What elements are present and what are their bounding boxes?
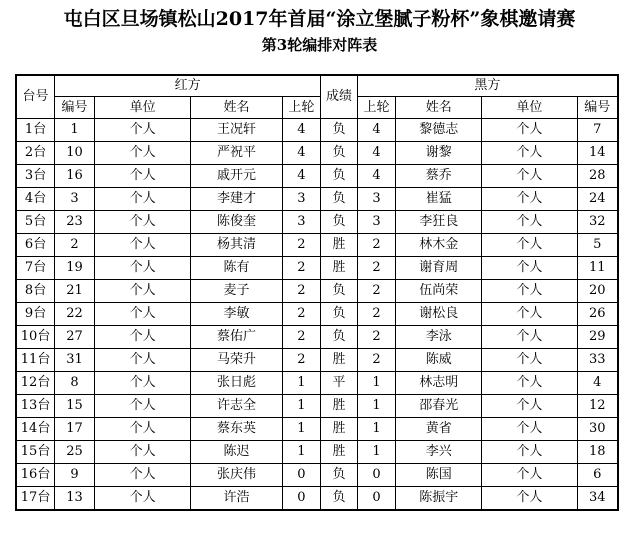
row-table-number: 16台 <box>16 464 55 487</box>
row-red-unit: 个人 <box>94 165 191 188</box>
black-unit-header: 单位 <box>482 97 577 119</box>
row-black-number: 14 <box>577 142 618 165</box>
row-black-unit: 个人 <box>482 441 577 464</box>
row-table-number: 14台 <box>16 418 55 441</box>
table-row <box>16 211 618 234</box>
table-row <box>16 303 618 326</box>
row-black-unit: 个人 <box>482 349 577 372</box>
row-red-number: 3 <box>55 188 95 211</box>
row-black-prev: 3 <box>357 188 396 211</box>
red-number-header: 编号 <box>55 97 95 119</box>
row-table-number: 4台 <box>16 188 55 211</box>
row-black-prev: 1 <box>357 372 396 395</box>
row-red-number: 19 <box>55 257 95 280</box>
row-black-number: 26 <box>577 303 618 326</box>
row-result: 胜 <box>321 234 357 257</box>
row-red-number: 1 <box>55 119 95 142</box>
row-black-unit: 个人 <box>482 188 577 211</box>
row-red-unit: 个人 <box>94 464 191 487</box>
row-red-name: 许志全 <box>191 395 282 418</box>
row-red-prev: 2 <box>282 303 321 326</box>
row-red-name: 张日彪 <box>191 372 282 395</box>
row-black-name: 陈威 <box>396 349 482 372</box>
row-result: 负 <box>321 487 357 511</box>
row-black-number: 24 <box>577 188 618 211</box>
row-red-number: 27 <box>55 326 95 349</box>
row-black-prev: 1 <box>357 441 396 464</box>
row-black-number: 7 <box>577 119 618 142</box>
row-red-number: 17 <box>55 418 95 441</box>
row-red-number: 13 <box>55 487 95 511</box>
black-name-header: 姓名 <box>396 97 482 119</box>
row-black-name: 蔡乔 <box>396 165 482 188</box>
row-black-name: 陈国 <box>396 464 482 487</box>
row-red-unit: 个人 <box>94 372 191 395</box>
row-red-number: 10 <box>55 142 95 165</box>
row-black-prev: 1 <box>357 395 396 418</box>
row-red-name: 戚开元 <box>191 165 282 188</box>
row-black-unit: 个人 <box>482 257 577 280</box>
row-red-number: 8 <box>55 372 95 395</box>
row-red-name: 蔡东英 <box>191 418 282 441</box>
row-red-name: 麦子 <box>191 280 282 303</box>
table-header-column-row <box>16 97 618 119</box>
black-side-header: 黑方 <box>357 75 618 97</box>
row-red-number: 21 <box>55 280 95 303</box>
row-red-name: 陈有 <box>191 257 282 280</box>
row-result: 负 <box>321 119 357 142</box>
row-result: 负 <box>321 165 357 188</box>
row-black-number: 4 <box>577 372 618 395</box>
pairings-table-body <box>16 119 618 511</box>
row-black-name: 林志明 <box>396 372 482 395</box>
red-prev-header: 上轮 <box>282 97 321 119</box>
row-black-prev: 2 <box>357 303 396 326</box>
row-black-prev: 4 <box>357 165 396 188</box>
table-row <box>16 441 618 464</box>
row-black-number: 30 <box>577 418 618 441</box>
row-red-prev: 2 <box>282 326 321 349</box>
row-black-name: 黎德志 <box>396 119 482 142</box>
row-black-prev: 3 <box>357 211 396 234</box>
table-row <box>16 142 618 165</box>
table-row <box>16 464 618 487</box>
row-result: 负 <box>321 326 357 349</box>
row-red-name: 马荣升 <box>191 349 282 372</box>
table-row <box>16 395 618 418</box>
row-black-number: 5 <box>577 234 618 257</box>
row-black-prev: 2 <box>357 326 396 349</box>
row-black-number: 18 <box>577 441 618 464</box>
row-result: 平 <box>321 372 357 395</box>
row-black-prev: 2 <box>357 257 396 280</box>
row-black-prev: 1 <box>357 418 396 441</box>
table-row <box>16 372 618 395</box>
row-table-number: 3台 <box>16 165 55 188</box>
row-black-name: 崔猛 <box>396 188 482 211</box>
table-row <box>16 257 618 280</box>
row-black-unit: 个人 <box>482 418 577 441</box>
row-black-number: 12 <box>577 395 618 418</box>
row-table-number: 11台 <box>16 349 55 372</box>
row-black-unit: 个人 <box>482 280 577 303</box>
row-result: 胜 <box>321 349 357 372</box>
row-red-name: 陈迟 <box>191 441 282 464</box>
row-black-number: 6 <box>577 464 618 487</box>
row-red-prev: 4 <box>282 142 321 165</box>
row-red-prev: 3 <box>282 211 321 234</box>
row-red-unit: 个人 <box>94 119 191 142</box>
row-black-name: 陈振宇 <box>396 487 482 511</box>
row-black-prev: 2 <box>357 234 396 257</box>
row-result: 负 <box>321 303 357 326</box>
row-table-number: 7台 <box>16 257 55 280</box>
table-row <box>16 349 618 372</box>
row-result: 负 <box>321 188 357 211</box>
row-black-number: 34 <box>577 487 618 511</box>
row-black-unit: 个人 <box>482 487 577 511</box>
row-result: 负 <box>321 464 357 487</box>
row-black-number: 11 <box>577 257 618 280</box>
table-row <box>16 418 618 441</box>
row-red-number: 23 <box>55 211 95 234</box>
row-black-name: 谢育周 <box>396 257 482 280</box>
row-red-number: 2 <box>55 234 95 257</box>
row-result: 胜 <box>321 257 357 280</box>
black-prev-header: 上轮 <box>357 97 396 119</box>
row-red-name: 陈俊奎 <box>191 211 282 234</box>
row-table-number: 2台 <box>16 142 55 165</box>
row-black-name: 谢松良 <box>396 303 482 326</box>
row-black-prev: 2 <box>357 280 396 303</box>
row-red-prev: 1 <box>282 418 321 441</box>
row-red-name: 杨其清 <box>191 234 282 257</box>
row-red-prev: 1 <box>282 441 321 464</box>
row-red-number: 31 <box>55 349 95 372</box>
row-black-prev: 0 <box>357 464 396 487</box>
row-table-number: 12台 <box>16 372 55 395</box>
row-result: 胜 <box>321 418 357 441</box>
red-side-header: 红方 <box>55 75 321 97</box>
row-black-unit: 个人 <box>482 234 577 257</box>
row-black-name: 李狂良 <box>396 211 482 234</box>
row-red-prev: 1 <box>282 395 321 418</box>
row-red-name: 李建才 <box>191 188 282 211</box>
document-subtitle: 第3轮编排对阵表 <box>261 36 378 54</box>
row-black-name: 伍尚荣 <box>396 280 482 303</box>
table-row <box>16 326 618 349</box>
row-table-number: 13台 <box>16 395 55 418</box>
row-black-name: 林木金 <box>396 234 482 257</box>
row-red-unit: 个人 <box>94 326 191 349</box>
row-red-name: 蔡佑广 <box>191 326 282 349</box>
row-red-prev: 0 <box>282 464 321 487</box>
row-black-unit: 个人 <box>482 142 577 165</box>
row-black-prev: 4 <box>357 119 396 142</box>
row-red-unit: 个人 <box>94 234 191 257</box>
row-red-number: 16 <box>55 165 95 188</box>
red-name-header: 姓名 <box>191 97 282 119</box>
row-red-unit: 个人 <box>94 487 191 511</box>
row-red-prev: 1 <box>282 372 321 395</box>
document-title: 屯白区旦场镇松山2017年首届“涂立堡腻子粉杯”象棋邀请赛 <box>63 8 576 30</box>
row-black-unit: 个人 <box>482 464 577 487</box>
row-black-name: 邵春光 <box>396 395 482 418</box>
row-red-name: 严祝平 <box>191 142 282 165</box>
row-black-unit: 个人 <box>482 372 577 395</box>
row-result: 负 <box>321 280 357 303</box>
table-row <box>16 234 618 257</box>
row-black-unit: 个人 <box>482 326 577 349</box>
row-red-unit: 个人 <box>94 395 191 418</box>
table-row <box>16 119 618 142</box>
black-number-header: 编号 <box>577 97 618 119</box>
row-result: 胜 <box>321 441 357 464</box>
table-row <box>16 487 618 511</box>
row-black-number: 33 <box>577 349 618 372</box>
row-red-prev: 3 <box>282 188 321 211</box>
row-black-number: 32 <box>577 211 618 234</box>
row-red-name: 许浩 <box>191 487 282 511</box>
row-black-prev: 4 <box>357 142 396 165</box>
row-red-prev: 4 <box>282 119 321 142</box>
result-header: 成绩 <box>321 75 357 119</box>
table-row <box>16 280 618 303</box>
row-red-unit: 个人 <box>94 303 191 326</box>
row-table-number: 9台 <box>16 303 55 326</box>
row-red-prev: 2 <box>282 257 321 280</box>
row-red-prev: 2 <box>282 349 321 372</box>
row-table-number: 6台 <box>16 234 55 257</box>
row-black-unit: 个人 <box>482 303 577 326</box>
row-red-unit: 个人 <box>94 441 191 464</box>
row-red-prev: 2 <box>282 234 321 257</box>
row-black-unit: 个人 <box>482 119 577 142</box>
row-red-unit: 个人 <box>94 211 191 234</box>
table-row <box>16 188 618 211</box>
row-table-number: 5台 <box>16 211 55 234</box>
row-black-unit: 个人 <box>482 211 577 234</box>
row-black-name: 黄省 <box>396 418 482 441</box>
row-black-name: 李泳 <box>396 326 482 349</box>
pairings-table <box>15 74 619 511</box>
row-red-name: 王况轩 <box>191 119 282 142</box>
row-red-unit: 个人 <box>94 280 191 303</box>
row-red-unit: 个人 <box>94 188 191 211</box>
table-number-header: 台号 <box>16 75 55 119</box>
red-unit-header: 单位 <box>94 97 191 119</box>
row-red-number: 9 <box>55 464 95 487</box>
row-black-number: 29 <box>577 326 618 349</box>
row-red-number: 25 <box>55 441 95 464</box>
row-result: 负 <box>321 211 357 234</box>
row-table-number: 1台 <box>16 119 55 142</box>
row-red-name: 李敏 <box>191 303 282 326</box>
table-row <box>16 165 618 188</box>
row-result: 胜 <box>321 395 357 418</box>
row-table-number: 10台 <box>16 326 55 349</box>
row-red-name: 张庆伟 <box>191 464 282 487</box>
row-red-number: 22 <box>55 303 95 326</box>
row-red-prev: 0 <box>282 487 321 511</box>
row-black-name: 谢黎 <box>396 142 482 165</box>
row-red-unit: 个人 <box>94 257 191 280</box>
row-table-number: 17台 <box>16 487 55 511</box>
row-red-prev: 2 <box>282 280 321 303</box>
row-black-prev: 0 <box>357 487 396 511</box>
row-black-prev: 2 <box>357 349 396 372</box>
row-table-number: 8台 <box>16 280 55 303</box>
row-black-number: 28 <box>577 165 618 188</box>
row-black-unit: 个人 <box>482 395 577 418</box>
row-black-number: 20 <box>577 280 618 303</box>
row-black-unit: 个人 <box>482 165 577 188</box>
row-red-prev: 4 <box>282 165 321 188</box>
row-red-unit: 个人 <box>94 349 191 372</box>
row-black-name: 李兴 <box>396 441 482 464</box>
row-red-unit: 个人 <box>94 418 191 441</box>
row-result: 负 <box>321 142 357 165</box>
row-table-number: 15台 <box>16 441 55 464</box>
table-header-group-row <box>16 75 618 97</box>
row-red-number: 15 <box>55 395 95 418</box>
row-red-unit: 个人 <box>94 142 191 165</box>
